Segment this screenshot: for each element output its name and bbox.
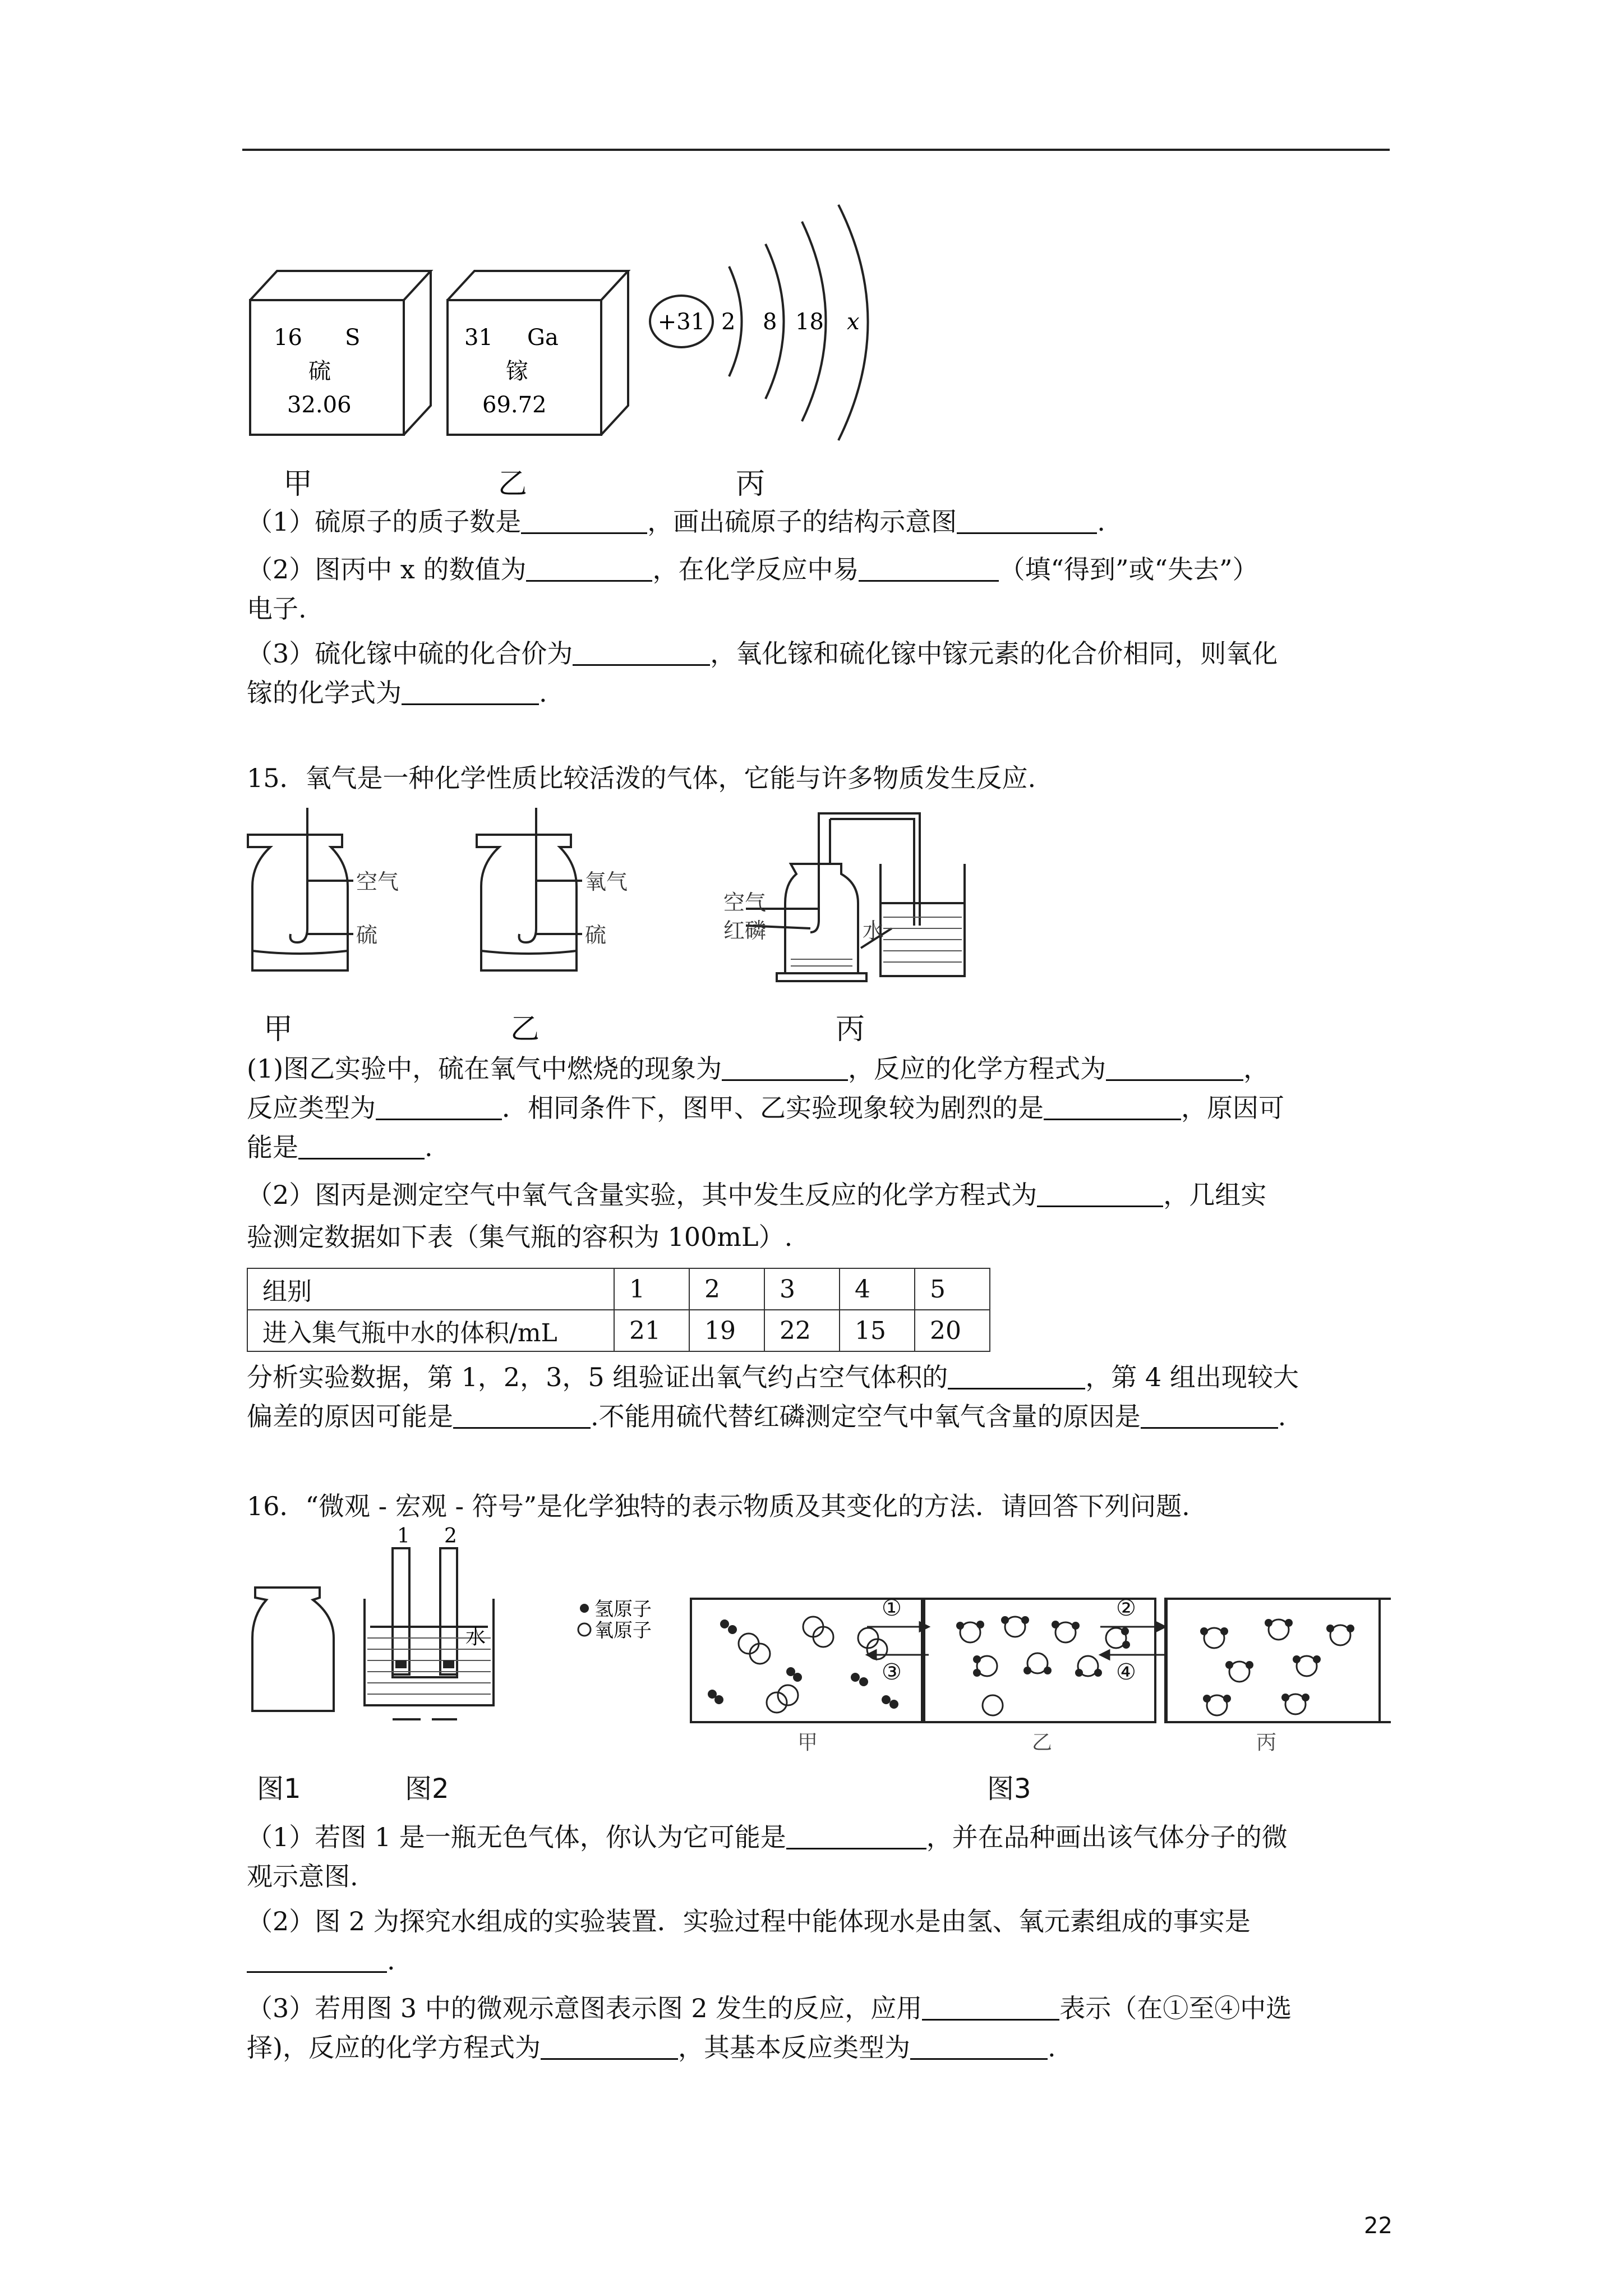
box-bing-frame [1166,1599,1380,1722]
fig-label-2: 图2 [405,1773,449,1805]
label-sulfur-jia: 硫 [356,923,378,947]
answer-blank[interactable] [573,638,710,666]
label-red-phosphorus: 红磷 [723,918,767,943]
fig14-label-jia: 甲 [283,467,313,501]
tube-label-2: 2 [444,1526,457,1548]
legend-hydrogen: 氢原子 [594,1598,652,1621]
answer-blank[interactable] [1044,1093,1181,1120]
nucleus-charge: +31 [657,309,706,335]
q15-line-2: 反应类型为 ．相同条件下，图甲、乙实验现象较为剧烈的是 ，原因可 [247,1093,1284,1123]
answer-blank[interactable] [722,1053,848,1081]
apparatus-bing [746,813,965,981]
fig15-label-bing: 丙 [836,1013,865,1046]
arrow-label-4: ④ [1116,1659,1136,1685]
molecules-jia [739,1617,887,1713]
table-cell: 5 [915,1268,990,1310]
fig14-label-yi: 乙 [498,467,528,501]
label-oxygen-yi: 氧气 [585,869,628,894]
label-air-bing: 空气 [723,890,767,915]
legend-oxygen: 氧原子 [594,1619,652,1642]
answer-blank[interactable] [376,1093,502,1120]
answer-blank[interactable] [298,1132,425,1159]
oxygen-measurement-table [247,1268,990,1352]
answer-blank[interactable] [1106,1053,1243,1081]
q16-line-6: 择)，反应的化学方程式为 ，其基本反应类型为 . [247,2032,1056,2063]
answer-blank[interactable] [948,1362,1085,1389]
table-row [247,1310,990,1351]
q15-title: 15．氧气是一种化学性质比较活泼的气体，它能与许多物质发生反应. [247,763,1036,793]
electrode-left [395,1660,407,1668]
h2-molecules-jia [708,1619,898,1709]
bottle-jia [248,808,353,970]
q16-line-2: 观示意图. [247,1861,358,1892]
table-cell: 3 [764,1268,840,1310]
q16-line-1: （1）若图 1 是一瓶无色气体，你认为它可能是 ，并在品种画出该气体分子的微 [247,1822,1288,1852]
ga-symbol: Ga [527,325,559,351]
q16-line-5: （3）若用图 3 中的微观示意图表示图 2 发生的反应，应用 表示（在①至④中选 [247,1993,1292,2023]
answer-blank[interactable] [526,554,652,582]
answer-blank[interactable] [1141,1401,1278,1429]
shell-4-count: x [847,309,860,335]
q15-line-7: 偏差的原因可能是 .不能用硫代替红磷测定空气中氧气含量的原因是 . [247,1401,1287,1432]
table-cell: 1 [614,1268,689,1310]
page-number: 22 [1364,2213,1393,2239]
label-sulfur-yi: 硫 [585,923,607,947]
h-atoms-bing [1200,1619,1354,1703]
s-symbol: S [345,325,361,351]
table-cell: 19 [689,1310,764,1351]
q14-line-4: （3）硫化镓中硫的化合价为 ，氧化镓和硫化镓中镓元素的化合价相同，则氧化 [247,638,1278,669]
q16-line-4: . [247,1941,395,1980]
figure-q15 [241,808,1363,987]
shell-3-count: 18 [795,309,824,335]
ga-mass: 69.72 [482,392,547,418]
q14-line-3: 电子. [247,593,307,624]
q14-line-2: （2）图丙中 x 的数值为 ，在化学反应中易 （填“得到”或“失去”） [247,554,1258,585]
box-label-jia: 甲 [797,1731,818,1754]
table-cell: 20 [915,1310,990,1351]
table-cell: 22 [764,1310,840,1351]
answer-blank[interactable] [521,507,647,534]
answer-blank[interactable] [1037,1180,1163,1207]
table-header-group: 组别 [247,1268,614,1310]
answer-blank[interactable] [453,1401,591,1429]
s-name: 硫 [308,358,331,384]
box-label-yi: 乙 [1032,1731,1053,1754]
q15-line-6: 分析实验数据，第 1，2，3，5 组验证出氧气约占空气体积的 ，第 4 组出现较大 [247,1362,1299,1392]
table-cell: 21 [614,1310,689,1351]
s-mass: 32.06 [287,392,352,418]
box-yi [1165,1599,1391,1722]
tube-label-1: 1 [397,1526,410,1548]
table-cell: 2 [689,1268,764,1310]
answer-blank[interactable] [541,2032,678,2060]
label-water-fig2: 水 [465,1626,486,1649]
arrow-label-3: ③ [882,1659,902,1685]
header-rule [242,149,1390,151]
answer-blank[interactable] [786,1822,926,1849]
q16-line-3: （2）图 2 为探究水组成的实验装置．实验过程中能体现水是由氢、氧元素组成的事实是 [247,1906,1251,1936]
arrow-label-1: ① [882,1595,902,1621]
table-cell: 15 [840,1310,915,1351]
answer-blank[interactable] [922,1993,1059,2021]
table-row [247,1268,990,1310]
label-water-bing: 水 [863,918,884,943]
q14-line-1: （1）硫原子的质子数是 ，画出硫原子的结构示意图 . [247,507,1105,537]
spacer [922,1616,924,1618]
answer-blank[interactable] [402,678,539,705]
answer-blank[interactable] [247,1945,387,1973]
figure-q16 [241,1526,1391,1728]
ga-name: 镓 [506,358,528,384]
bottle-yi [477,808,582,970]
answer-blank[interactable] [859,554,999,582]
fig14-label-bing: 丙 [736,467,766,501]
gas-bottle-fig1 [252,1588,334,1711]
s-atomic-number: 16 [274,325,302,351]
arrow-label-2: ② [1116,1595,1136,1621]
label-air-jia: 空气 [356,869,399,894]
table-row-label: 进入集气瓶中水的体积/mL [247,1310,614,1351]
answer-blank[interactable] [910,2032,1048,2060]
answer-blank[interactable] [957,507,1097,534]
ga-atomic-number: 31 [464,325,493,351]
fig15-label-yi: 乙 [510,1013,540,1046]
box-label-bing: 丙 [1256,1731,1277,1754]
q15-line-3: 能是 . [247,1132,433,1162]
figure-q14 [241,199,914,480]
q15-line-1: (1)图乙实验中，硫在氧气中燃烧的现象为 ，反应的化学方程式为 ， [247,1053,1270,1084]
shell-1-count: 2 [721,309,736,335]
electrode-right [443,1660,454,1668]
q14-line-5: 镓的化学式为 . [247,678,547,708]
q16-title: 16．“微观 - 宏观 - 符号”是化学独特的表示物质及其变化的方法．请回答下列问题. [247,1491,1190,1521]
oxygen-atom-legend-icon [578,1623,591,1636]
table-cell: 4 [840,1268,915,1310]
fig-label-3: 图3 [987,1773,1031,1805]
q15-line-5: 验测定数据如下表（集气瓶的容积为 100mL）. [247,1222,793,1252]
hydrogen-atom-legend-icon [580,1604,589,1613]
fig15-label-jia: 甲 [264,1013,293,1046]
fig-label-1: 图1 [257,1773,301,1805]
q15-line-4: （2）图丙是测定空气中氧气含量实验，其中发生反应的化学方程式为 ，几组实 [247,1180,1267,1210]
shell-2-count: 8 [763,309,777,335]
